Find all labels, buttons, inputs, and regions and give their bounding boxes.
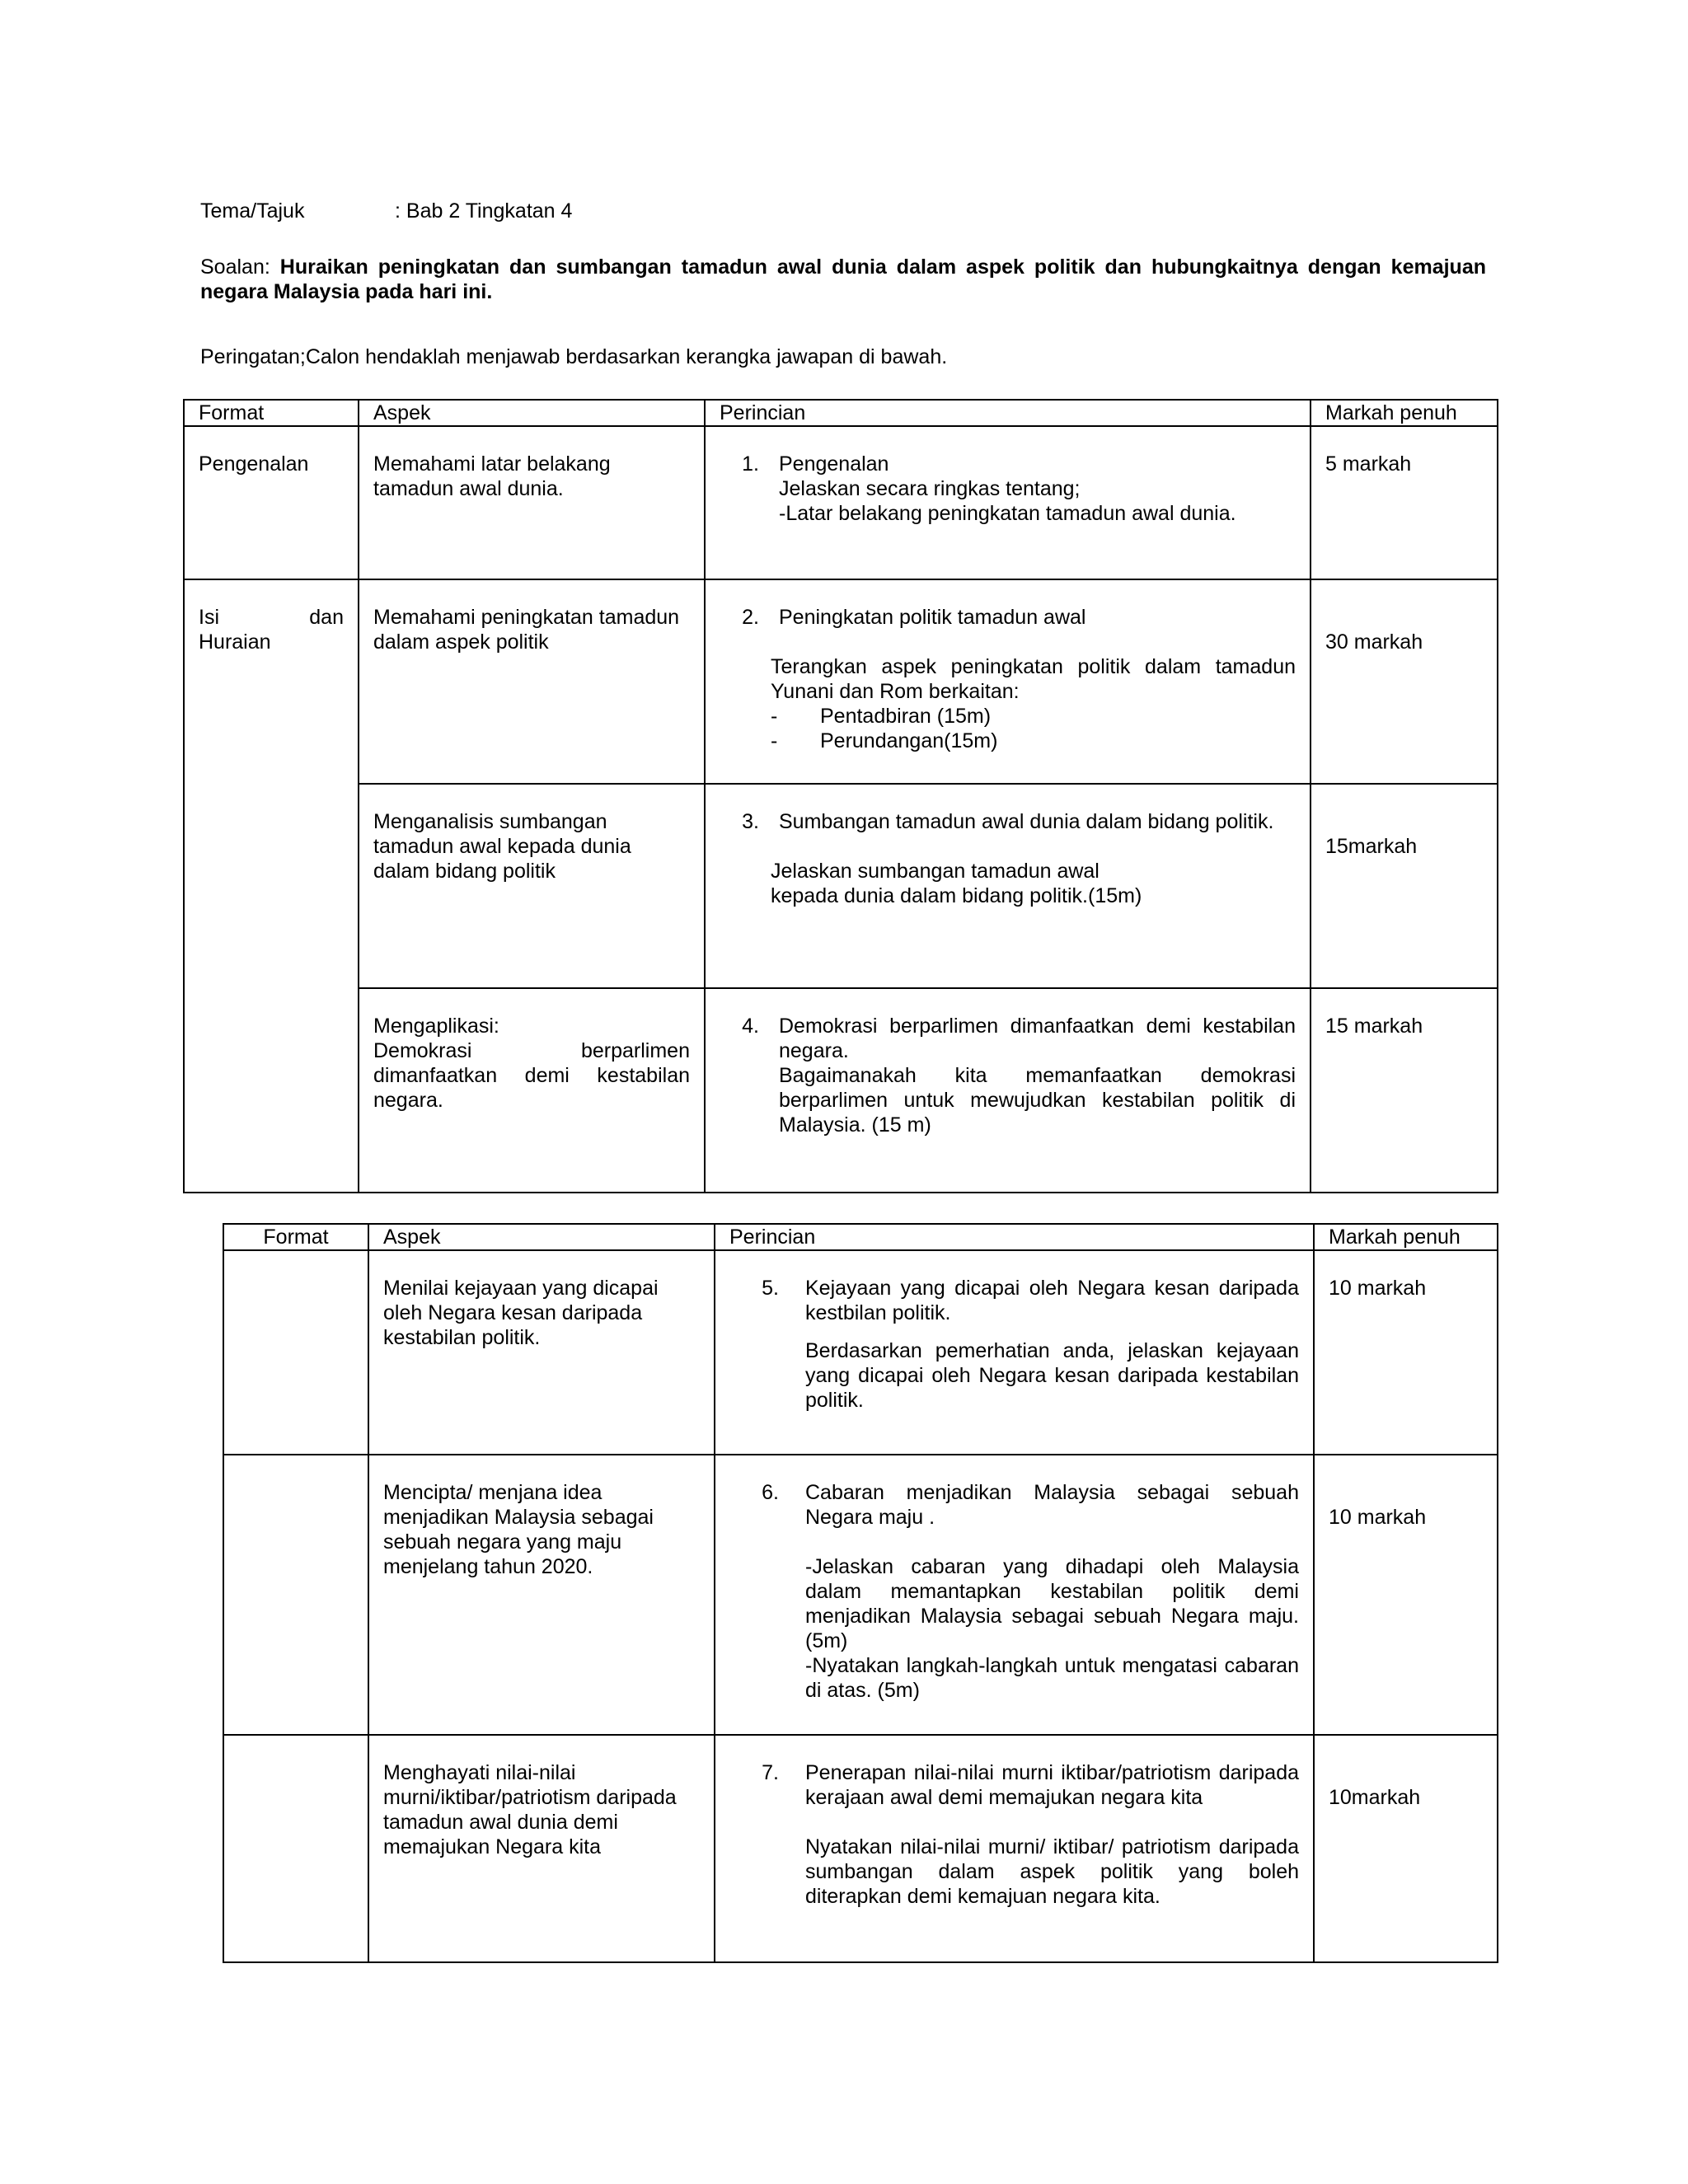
item-number: 1. [742,452,759,476]
aspek-cell [368,1250,715,1455]
instruction-note: Peringatan;Calon hendaklah menjawab berdasarkan kerangka jawapan di bawah. [200,345,948,368]
item-title: Penerapan nilai-nilai murni iktibar/patriotism daripada kerajaan awal demi memajukan negara kita [805,1761,1299,1809]
tema-label: Tema/Tajuk [200,199,305,223]
item-number: 4. [742,1015,759,1038]
item-body: Terangkan aspek peningkatan politik dalam tamadun Yunani dan Rom berkaitan: [771,655,1296,703]
aspek-cell [368,1735,715,1962]
item-number: 5. [762,1277,779,1300]
item-title: Kejayaan yang dicapai oleh Negara kesan daripada kestbilan politik. [805,1277,1299,1324]
table-row [223,1455,1498,1735]
format-cell [184,579,359,1193]
col-header-aspek: Aspek [368,1224,715,1250]
item-title: Pengenalan [779,452,889,476]
aspek-cell [368,1455,715,1735]
col-header-markah: Markah penuh [1314,1224,1498,1250]
table-row [184,426,1498,579]
markah-cell [1311,784,1498,988]
item-number: 2. [742,606,759,629]
format-text: Isi [199,606,219,629]
aspek-text: Menilai kejayaan yang dicapai oleh Negara kesan daripada kestabilan politik. [383,1277,659,1349]
perincian-cell [715,1455,1314,1735]
markah-text: 15 markah [1325,1015,1423,1038]
markah-text: 10markah [1329,1786,1421,1809]
item-number: 3. [742,810,759,833]
table-row [223,1250,1498,1455]
item-body: -Jelaskan cabaran yang dihadapi oleh Malaysia dalam memantapkan kestabilan politik demi menjadikan Malaysia sebagai sebuah Negara maju.(5m) [805,1555,1299,1652]
aspek-cell [359,784,705,988]
item-number: 6. [762,1481,779,1504]
markah-cell [1311,988,1498,1193]
table-header-row [223,1224,1498,1250]
item-line: Jelaskan secara ringkas tentang; [779,477,1081,500]
markah-text: 5 markah [1325,452,1412,476]
format-cell [223,1250,368,1455]
item-title: Peningkatan politik tamadun awal [779,606,1086,629]
aspek-text: Menganalisis sumbangan tamadun awal kepada dunia dalam bidang politik [373,810,631,883]
item-body: Jelaskan sumbangan tamadun awal [771,860,1100,883]
aspek-cell [359,579,705,784]
dash-item: Perundangan(15m) [820,729,998,752]
markah-cell [1311,426,1498,579]
markah-cell [1311,579,1498,784]
aspek-text: Menghayati nilai-nilai murni/iktibar/patriotism daripada tamadun awal dunia demi memajukan Negara kita [383,1761,677,1858]
table-row [184,579,1498,784]
markah-cell [1314,1250,1498,1455]
markah-cell [1314,1455,1498,1735]
col-header-aspek: Aspek [359,400,705,426]
markah-text: 30 markah [1325,630,1423,654]
aspek-text: Mencipta/ menjana idea menjadikan Malaysia sebagai sebuah negara yang maju menjelang tahun 2020. [383,1481,654,1578]
markah-text: 15markah [1325,835,1418,858]
markah-text: 10 markah [1329,1277,1427,1300]
table-row [184,988,1498,1193]
markah-cell [1314,1735,1498,1962]
tema-value: : Bab 2 Tingkatan 4 [395,199,573,223]
aspek-text: Mengaplikasi: [373,1015,499,1038]
aspek-cell [359,988,705,1193]
item-title: Demokrasi berparlimen dimanfaatkan demi kestabilan negara. [779,1015,1296,1062]
col-header-format: Format [184,400,359,426]
col-header-format: Format [223,1224,368,1250]
item-body: Nyatakan nilai-nilai murni/ iktibar/ patriotism daripada sumbangan dalam aspek politik yang boleh diterapkan demi kemajuan negara kita. [805,1835,1299,1908]
aspek-text: Memahami peningkatan tamadun dalam aspek politik [373,606,680,654]
perincian-cell [705,426,1311,579]
item-body: Berdasarkan pemerhatian anda, jelaskan kejayaan yang dicapai oleh Negara kesan daripada kestabilan politik. [805,1339,1299,1412]
aspek-text: Demokrasi berparlimen dimanfaatkan demi kestabilan negara. [373,1039,690,1112]
table-header-row [184,400,1498,426]
answer-framework-table-2 [223,1223,1498,1963]
col-header-markah: Markah penuh [1311,400,1498,426]
item-body: kepada dunia dalam bidang politik.(15m) [771,884,1142,907]
markah-text: 10 markah [1329,1506,1427,1529]
table-row [184,784,1498,988]
table-row [223,1735,1498,1962]
question [200,255,1486,304]
perincian-cell [715,1735,1314,1962]
question-label: Soalan: [200,255,270,279]
format-text: Huraian [199,630,271,654]
item-line: -Latar belakang peningkatan tamadun awal dunia. [779,502,1236,525]
answer-framework-table-1 [183,399,1498,1193]
perincian-cell [715,1250,1314,1455]
perincian-cell: 2. Peningkatan politik tamadun awal Terangkan aspek peningkatan politik dalam tamadun Yunani dan Rom berkaitan: - Pentadbiran (15m) - Perundangan(15m) [705,579,1311,784]
col-header-perincian: Perincian [715,1224,1314,1250]
item-title: Sumbangan tamadun awal dunia dalam bidang politik. [779,810,1274,833]
format-cell [184,426,359,579]
item-number: 7. [762,1761,779,1784]
format-text: dan [309,606,344,629]
aspek-text: Memahami latar belakang tamadun awal dunia. [373,452,611,500]
item-body: -Nyatakan langkah-langkah untuk mengatasi cabaran di atas. (5m) [805,1654,1299,1702]
dash-item: Pentadbiran (15m) [820,705,992,728]
format-cell [223,1455,368,1735]
col-header-perincian: Perincian [705,400,1311,426]
question-text: Huraikan peningkatan dan sumbangan tamadun awal dunia dalam aspek politik dan hubungkaitnya dengan kemajuan negara Malaysia pada hari ini. [200,255,1486,303]
perincian-cell [705,784,1311,988]
format-text: Pengenalan [199,452,309,476]
aspek-cell [359,426,705,579]
perincian-cell [705,988,1311,1193]
item-body: Bagaimanakah kita memanfaatkan demokrasi berparlimen untuk mewujudkan kestabilan politik di Malaysia. (15 m) [779,1064,1296,1137]
item-title: Cabaran menjadikan Malaysia sebagai sebuah Negara maju . [805,1481,1299,1529]
format-cell [223,1735,368,1962]
